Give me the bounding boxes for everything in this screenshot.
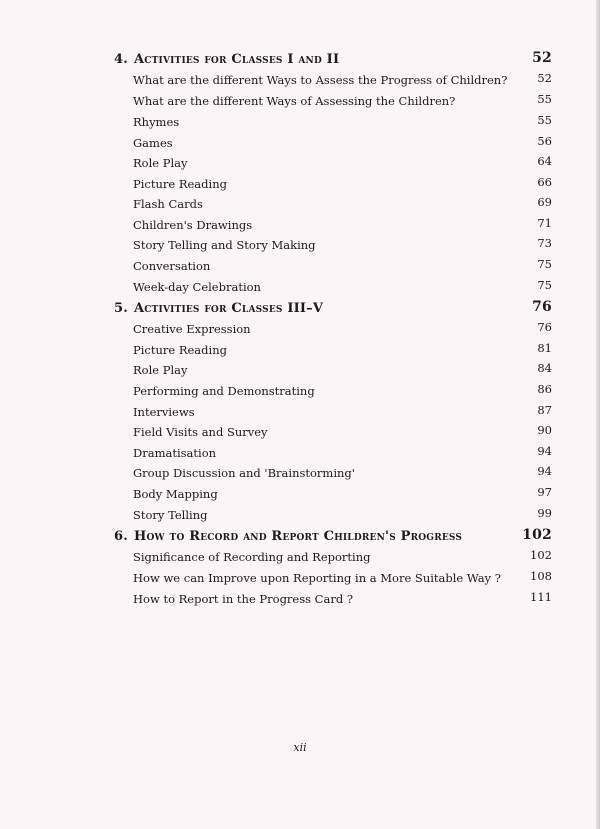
toc-entry — [133, 238, 552, 256]
entry-page: 87 — [537, 403, 552, 417]
entry-text: Week-day Celebration — [133, 280, 261, 294]
entry-text: Story Telling and Story Making — [133, 238, 316, 252]
toc-entry — [133, 73, 552, 91]
toc-entry — [133, 156, 552, 174]
toc-entry — [133, 425, 552, 443]
entry-text: Significance of Recording and Reporting — [133, 550, 371, 564]
page-folio: xii — [293, 741, 307, 754]
toc-entry — [133, 115, 552, 133]
entry-page: 81 — [537, 341, 552, 355]
toc-entry — [133, 322, 552, 340]
chapter-page: 76 — [532, 299, 552, 315]
entry-page: 71 — [537, 216, 552, 230]
entry-page: 52 — [537, 71, 552, 85]
entry-page: 55 — [537, 113, 552, 127]
entry-page: 84 — [537, 361, 552, 375]
toc-entry — [133, 177, 552, 195]
entry-text: Body Mapping — [133, 487, 218, 501]
toc-entry — [133, 466, 552, 484]
entry-page: 86 — [537, 382, 552, 396]
toc-entry — [133, 571, 552, 589]
entry-page: 69 — [537, 195, 552, 209]
chapter-title: Activities for Classes III–V — [134, 301, 324, 316]
entry-page: 56 — [537, 134, 552, 148]
entry-page: 108 — [530, 569, 552, 583]
entry-page: 102 — [530, 548, 552, 562]
entry-text: Flash Cards — [133, 197, 203, 211]
entry-text: What are the different Ways to Assess the Progress of Children? — [133, 73, 508, 87]
chapter-number: 5. — [114, 301, 128, 316]
toc-entry — [133, 384, 552, 402]
toc-entry — [133, 94, 552, 112]
toc-entry — [133, 343, 552, 361]
entry-page: 55 — [537, 92, 552, 106]
entry-text: Role Play — [133, 363, 188, 377]
entry-page: 94 — [537, 444, 552, 458]
chapter-number: 6. — [114, 529, 128, 544]
entry-text: Role Play — [133, 156, 188, 170]
entry-text: Conversation — [133, 259, 211, 273]
toc-entry — [133, 592, 552, 610]
page-edge — [596, 0, 600, 829]
toc-entry — [133, 405, 552, 423]
entry-page: 94 — [537, 464, 552, 478]
entry-page: 66 — [537, 175, 552, 189]
entry-text: Field Visits and Survey — [133, 425, 268, 439]
entry-text: What are the different Ways of Assessing the Children? — [133, 94, 456, 108]
chapter-page: 52 — [532, 50, 552, 66]
chapter-heading — [114, 301, 552, 321]
toc-entry — [133, 363, 552, 381]
toc-entry — [133, 136, 552, 154]
entry-text: Children's Drawings — [133, 218, 253, 232]
chapter-heading — [114, 529, 552, 549]
chapter-page: 102 — [522, 527, 552, 543]
entry-text: How to Report in the Progress Card ? — [133, 592, 354, 606]
chapter-title: How to Record and Report Children's Progress — [134, 529, 463, 544]
entry-text: Interviews — [133, 405, 195, 419]
toc-entry — [133, 280, 552, 298]
entry-page: 75 — [537, 278, 552, 292]
chapter-heading — [114, 52, 552, 72]
entry-page: 76 — [537, 320, 552, 334]
toc-entry — [133, 218, 552, 236]
toc-entry — [133, 508, 552, 526]
entry-page: 73 — [537, 236, 552, 250]
toc-entry — [133, 197, 552, 215]
entry-text: Creative Expression — [133, 322, 251, 336]
entry-page: 97 — [537, 485, 552, 499]
entry-text: Rhymes — [133, 115, 180, 129]
entry-text: Performing and Demonstrating — [133, 384, 315, 398]
entry-text: Dramatisation — [133, 446, 217, 460]
entry-page: 90 — [537, 423, 552, 437]
entry-text: Story Telling — [133, 508, 208, 522]
chapter-number: 4. — [114, 52, 128, 67]
entry-page: 111 — [530, 590, 552, 604]
entry-text: Group Discussion and 'Brainstorming' — [133, 466, 355, 480]
toc-entry — [133, 550, 552, 568]
entry-text: Picture Reading — [133, 177, 227, 191]
toc-entry — [133, 487, 552, 505]
chapter-title: Activities for Classes I and II — [134, 52, 340, 67]
entry-text: How we can Improve upon Reporting in a More Suitable Way ? — [133, 571, 501, 585]
entry-text: Games — [133, 136, 173, 150]
entry-page: 99 — [537, 506, 552, 520]
toc-entry — [133, 446, 552, 464]
entry-text: Picture Reading — [133, 343, 227, 357]
entry-page: 75 — [537, 257, 552, 271]
entry-page: 64 — [537, 154, 552, 168]
toc-entry — [133, 259, 552, 277]
